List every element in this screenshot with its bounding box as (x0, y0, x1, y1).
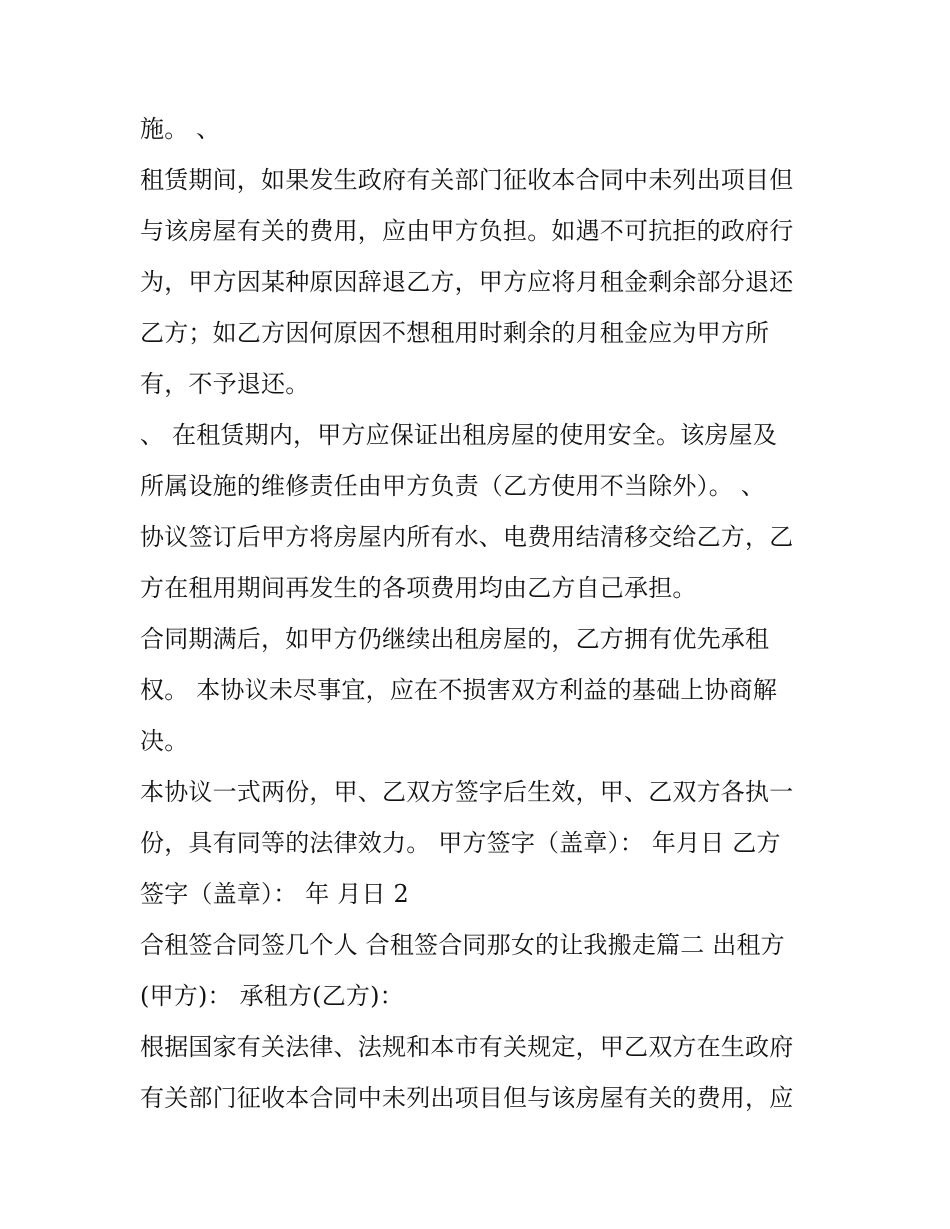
text-line: 权。 本协议未尽事宜，应在不损害双方利益的基础上协商解 (140, 676, 778, 704)
text-line: 份，具有同等的法律效力。 甲方签字（盖章）： 年月日 乙方 (140, 829, 781, 857)
text-line: 本协议一式两份，甲、乙双方签字后生效，甲、乙双方各执一 (140, 778, 794, 806)
text-line: 乙方；如乙方因何原因不想租用时剩余的月租金应为甲方所 (140, 319, 770, 347)
text-line: 方在租用期间再发生的各项费用均由乙方自己承担。 (140, 574, 697, 602)
text-line: 合同期满后，如甲方仍继续出租房屋的，乙方拥有优先承租 (140, 625, 770, 653)
text-line: 施。 、 (140, 115, 221, 143)
text-line: 签字（盖章）： 年 月日 2 (140, 880, 409, 908)
text-line: 有，不予退还。 (140, 370, 310, 398)
text-line: 租赁期间，如果发生政府有关部门征收本合同中未列出项目但 (140, 166, 794, 194)
text-line: 与该房屋有关的费用，应由甲方负担。如遇不可抗拒的政府行 (140, 217, 794, 245)
text-line: 合租签合同签几个人 合租签合同那女的让我搬走篇二 出租方 (140, 931, 785, 959)
text-line: 决。 (140, 727, 189, 755)
text-line: (甲方)： 承租方(乙方)： (140, 982, 404, 1010)
document-body (140, 104, 820, 1124)
text-line: 、 在租赁期内，甲方应保证出租房屋的使用安全。该房屋及 (140, 421, 778, 449)
text-line: 为，甲方因某种原因辞退乙方，甲方应将月租金剩余部分退还 (140, 268, 794, 296)
text-line: 协议签订后甲方将房屋内所有水、电费用结清移交给乙方，乙 (140, 523, 794, 551)
text-line: 所属设施的维修责任由甲方负责（乙方使用不当除外）。 、 (140, 472, 766, 500)
text-line: 根据国家有关法律、法规和本市有关规定，甲乙双方在生政府 (140, 1033, 794, 1061)
text-line: 有关部门征收本合同中未列出项目但与该房屋有关的费用，应 (140, 1084, 794, 1112)
